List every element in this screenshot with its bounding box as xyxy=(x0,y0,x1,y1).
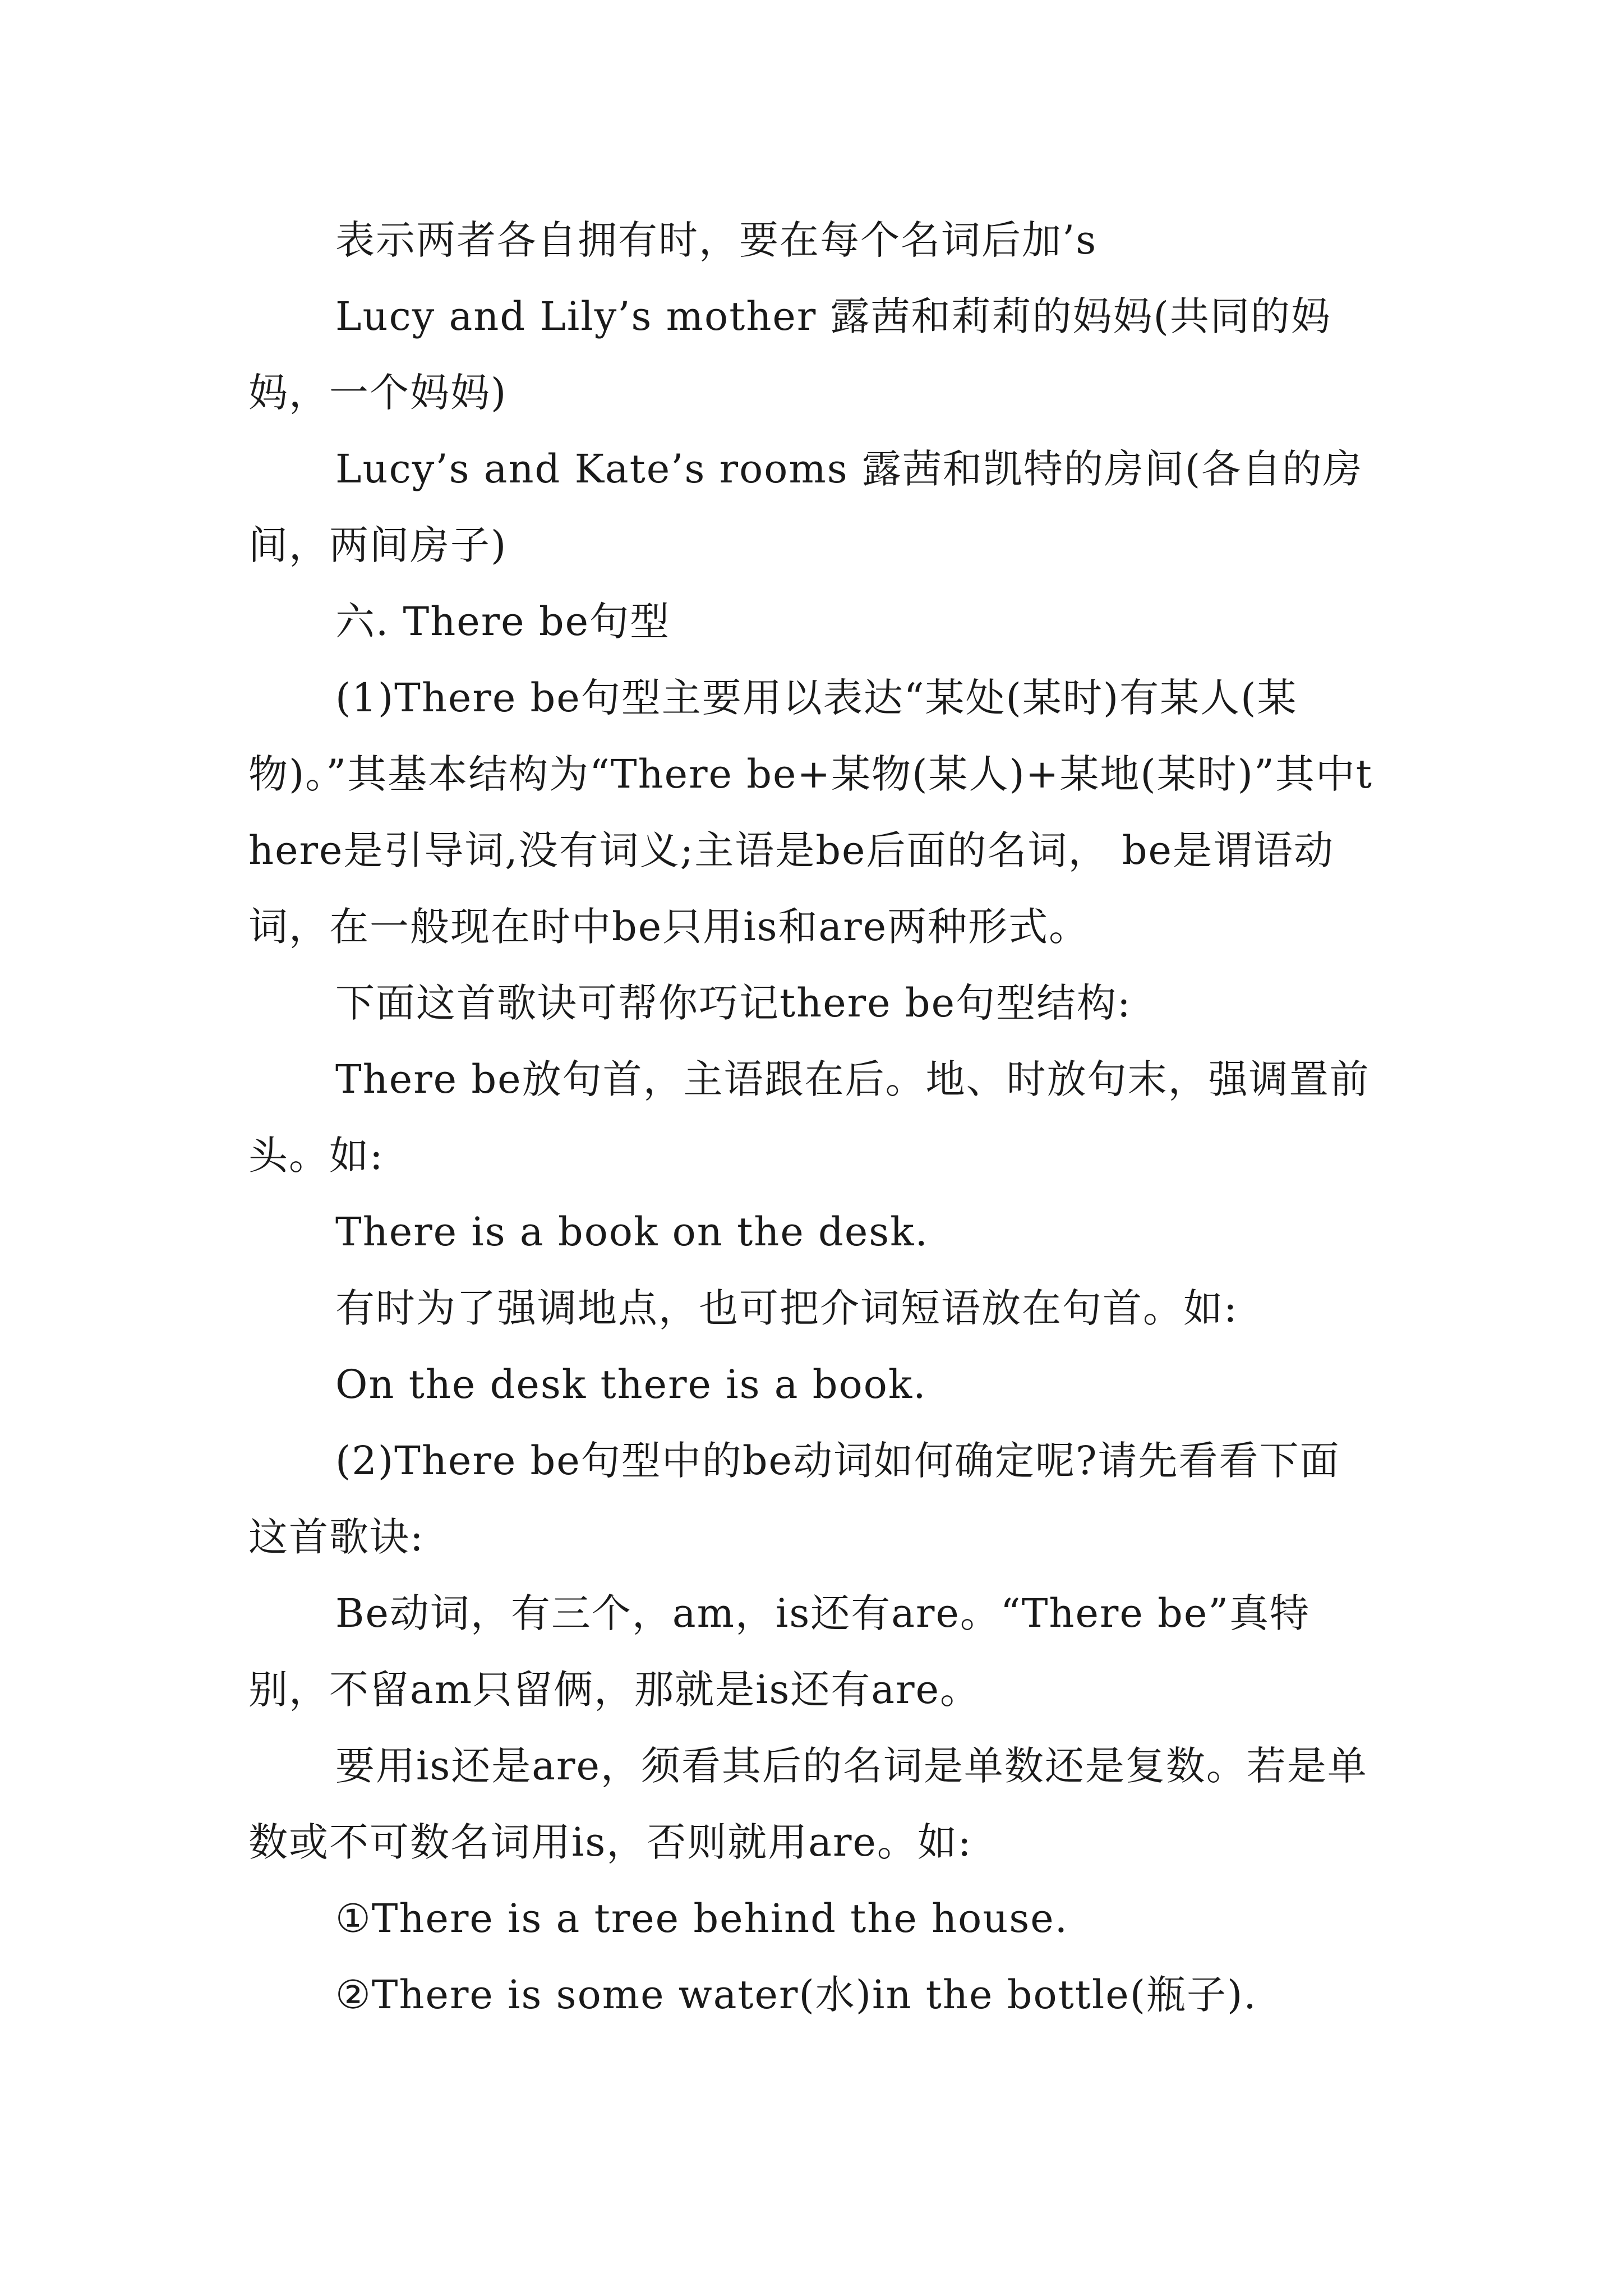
paragraph: Lucy’s and Kate’s rooms 露茜和凯特的房间(各自的房间，两间房子) xyxy=(248,446,1363,568)
paragraph: Be动词，有三个，am，is还有are。“There be”真特别，不留am只留俩，那就是is还有are。 xyxy=(248,1590,1311,1713)
document-body xyxy=(248,202,1376,2033)
example-sentence: On the desk there is a book. xyxy=(335,1361,927,1407)
paragraph: (2)There be句型中的be动词如何确定呢?请先看看下面这首歌诀: xyxy=(248,1438,1340,1560)
paragraph: Lucy and Lily’s mother 露茜和莉莉的妈妈(共同的妈妈，一个妈妈) xyxy=(248,293,1331,416)
example-sentence: There is a book on the desk. xyxy=(335,1209,929,1255)
paragraph: There be放句首，主语跟在后。地、时放句末，强调置前头。如: xyxy=(248,1056,1370,1179)
paragraph: (1)There be句型主要用以表达“某处(某时)有某人(某物)。”其基本结构为“There be+某物(某人)+某地(某时)”其中there是引导词,没有词义;主语是be后面的名词， be是谓语动词，在一般现在时中be只用is和are两种形式。 xyxy=(248,675,1373,950)
example-sentence: ②There is some water(水)in the bottle(瓶子). xyxy=(335,1972,1257,2018)
section-heading: 六. There be句型 xyxy=(335,599,671,645)
example-sentence: ①There is a tree behind the house. xyxy=(335,1895,1068,1941)
paragraph: 要用is还是are，须看其后的名词是单数还是复数。若是单数或不可数名词用is，否则就用are。如: xyxy=(248,1743,1368,1865)
paragraph: 下面这首歌诀可帮你巧记there be句型结构: xyxy=(335,980,1132,1026)
paragraph: 表示两者各自拥有时，要在每个名词后加’s xyxy=(335,217,1098,263)
paragraph: 有时为了强调地点，也可把介词短语放在句首。如: xyxy=(335,1285,1238,1331)
